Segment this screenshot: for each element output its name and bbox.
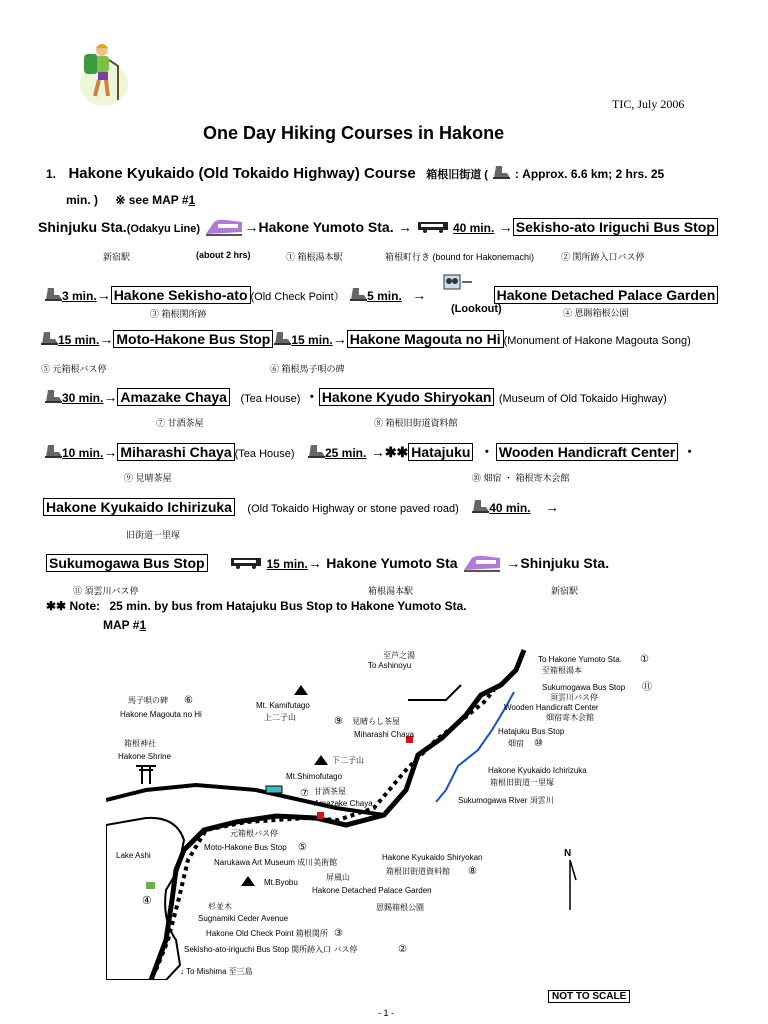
walk-time: 10 min.: [62, 446, 104, 460]
map-label: ⑤: [298, 842, 307, 853]
hatajuku: Hatajuku: [408, 443, 473, 461]
hiking-boot-icon: [40, 331, 58, 345]
map-label: Sugnamiki Ceder Avenue: [198, 914, 289, 923]
map-label: To Ashinoyu: [368, 661, 412, 670]
hiking-boot-icon: [44, 389, 62, 403]
moto-jp: ⑤ 元箱根バス停: [41, 364, 107, 374]
map-label: 屏風山: [326, 873, 350, 882]
map-label: Lake Ashi: [116, 851, 151, 860]
amazake-marker: [317, 812, 324, 819]
map-label: 箱根旧街道一里塚: [490, 778, 554, 787]
map-label: 下二子山: [332, 756, 364, 765]
map-label: Narukawa Art Museum 成川美術館: [214, 858, 338, 867]
hiking-map: [106, 640, 666, 980]
map-label: Sukumogawa River 須雲川: [458, 796, 554, 805]
hiking-boot-icon: [492, 165, 510, 179]
walk-time: 15 min.: [291, 333, 333, 347]
about-duration: (about 2 hrs): [196, 250, 251, 260]
map-label: 甘酒茶屋: [314, 787, 346, 796]
map-label: ⑩: [534, 738, 543, 749]
map-label: ④: [142, 895, 152, 907]
map-label: Sukumogawa Bus Stop: [542, 683, 626, 692]
map-label: Miharashi Chaya: [354, 730, 415, 739]
map-label: 至芦之湯: [383, 651, 415, 660]
old-check-point-note: (Old Check Point）: [250, 291, 345, 303]
hakone-detached-palace-garden: Hakone Detached Palace Garden: [494, 286, 719, 304]
map-label: ⑧: [468, 866, 477, 877]
shinjuku-station: Shinjuku Sta.: [38, 219, 127, 235]
course-number: 1.: [46, 167, 57, 181]
museum-note: (Museum of Old Tokaido Highway): [498, 393, 667, 405]
magouta-note: (Monument of Hakone Magouta Song): [503, 335, 691, 347]
route-row-1: Shinjuku Sta.(Odakyu Line) →Hakone Yumoto Sta. → 40 min. → Sekisho-ato Iriguchi Bus Stop: [38, 216, 718, 238]
sekisho-stop-jp: ② 関所跡入口バス停: [561, 252, 645, 262]
odakyu-line-note: (Odakyu Line): [126, 223, 201, 235]
hiker-illustration: [78, 40, 130, 106]
map-label: Hakone Kyukaido Ichirizuka: [488, 766, 587, 775]
map-label: 至箱根湯本: [542, 666, 582, 675]
hakone-sekisho-ato: Hakone Sekisho-ato: [111, 286, 251, 304]
bus-bound-note: 箱根町行き (bound for Hakonemachi): [385, 252, 535, 262]
walk-time: 3 min.: [62, 289, 97, 303]
bus-icon: [417, 221, 449, 233]
map-label: 恩賜箱根公園: [376, 903, 424, 912]
map-label: ⑨: [334, 716, 343, 727]
course-duration-line: [66, 193, 195, 207]
map-label: Hakone Kyukaido Shiryokan: [382, 853, 483, 862]
sekisho-iriguchi-bus-stop: Sekisho-ato Iriguchi Bus Stop: [513, 218, 718, 236]
map-reference: ※ see MAP #: [115, 193, 189, 207]
map-number: 1: [139, 618, 147, 632]
hiking-boot-icon: [273, 331, 291, 345]
walk-time: 40 min.: [489, 501, 531, 515]
note-stars: ✱✱: [46, 599, 67, 613]
map-label: 須雲川バス停: [550, 693, 598, 702]
romancecar-train-icon: [204, 216, 244, 238]
hiking-boot-icon: [307, 444, 325, 458]
mountain-icon: [241, 876, 255, 886]
romancecar-train-icon: [462, 552, 502, 574]
map-label: Mt.Shimofutago: [286, 772, 343, 781]
map-label: Hakone Shrine: [118, 752, 171, 761]
map-label: To Hakone Yumoto Sta.: [538, 655, 622, 664]
hakone-kyudo-shiryokan: Hakone Kyudo Shiryokan: [319, 388, 495, 406]
map-label: 畑宿寄木会館: [546, 713, 594, 722]
hiking-boot-icon: [44, 287, 62, 301]
mountain-icon: [314, 755, 328, 765]
sekisho-jp: ③ 箱根関所跡: [150, 309, 207, 319]
route-row-2: 3 min.→ Hakone Sekisho-ato (Old Check Point） 5 min. → Hakone Detached Palace Garden: [44, 274, 718, 305]
stone-road-note: (Old Tokaido Highway or stone paved road): [247, 503, 459, 515]
map-label: ⑦: [300, 788, 309, 799]
hakone-kyukaido-ichirizuka: Hakone Kyukaido Ichirizuka: [43, 498, 235, 516]
bus-duration: 15 min.: [266, 557, 308, 571]
shinjuku-jp-2: 新宿駅: [551, 586, 579, 596]
map-label: 箱根旧街道資料館: [386, 867, 450, 876]
lookout-binoculars-icon: [443, 274, 475, 296]
map-label: Mt. Kamifutago: [256, 701, 310, 710]
mountain-icon: [294, 685, 308, 695]
map-label: 上二子山: [264, 713, 296, 722]
route-row-7: Sukumogawa Bus Stop 15 min.→ Hakone Yumoto Sta →Shinjuku Sta.: [46, 552, 609, 574]
map-label: Hakone Detached Palace Garden: [312, 886, 432, 895]
course-details-cont: min. ): [66, 193, 98, 207]
yumoto-jp-2: 箱根湯本駅: [368, 586, 414, 596]
hiking-boot-icon: [471, 499, 489, 513]
map-label: 杉並木: [208, 902, 232, 911]
miharashi-chaya: Miharashi Chaya: [117, 443, 234, 461]
route-row-6: Hakone Kyukaido Ichirizuka (Old Tokaido Highway or stone paved road) 40 min. →: [43, 499, 559, 517]
walk-time: 30 min.: [62, 391, 104, 405]
note-text: 25 min. by bus from Hatajuku Bus Stop to Hakone Yumoto Sta.: [109, 599, 467, 613]
yumoto-jp: ① 箱根湯本駅: [286, 252, 343, 262]
sukumo-jp: ⑪ 須雲川バス停: [73, 586, 139, 596]
course-name: Hakone Kyukaido (Old Tokaido Highway) Course: [68, 165, 416, 182]
map-label: ⑥: [184, 695, 193, 706]
course-heading: [46, 165, 664, 183]
tea-house-note: (Tea House): [240, 393, 301, 405]
map-label: MAP #1: [103, 618, 147, 632]
amazake-chaya: Amazake Chaya: [117, 388, 230, 406]
map-label: ①: [640, 654, 649, 665]
sukumogawa-bus-stop: Sukumogawa Bus Stop: [46, 554, 208, 572]
map-label: Amazake Chaya: [314, 799, 373, 808]
map-label: ⑪: [642, 682, 652, 693]
tea-house-note: (Tea House): [234, 448, 295, 460]
map-label: 元箱根バス停: [230, 829, 278, 838]
map-label: 畑宿: [508, 739, 524, 748]
map-label: Hakone Magouta no Hi: [120, 710, 202, 719]
note-label: Note:: [69, 599, 101, 613]
bus-note: [46, 599, 467, 613]
course-details: : Approx. 6.6 km; 2 hrs. 25: [514, 167, 665, 181]
map-reference-number[interactable]: 1: [188, 193, 196, 207]
hakone-yumoto-sta: Hakone Yumoto Sta: [326, 555, 458, 571]
map-label: N: [564, 848, 572, 859]
map-label: Moto-Hakone Bus Stop: [204, 843, 287, 852]
route-row-4: 30 min.→ Amazake Chaya (Tea House) ・ Hakone Kyudo Shiryokan (Museum of Old Tokaido Highway): [44, 387, 667, 407]
north-arrow-icon: [570, 860, 576, 910]
map-label: ③: [334, 928, 343, 939]
garden-jp: ④ 恩賜箱根公園: [563, 308, 629, 318]
hakone-magouta-no-hi: Hakone Magouta no Hi: [347, 330, 504, 348]
map-label: Wooden Handicraft Center: [504, 703, 599, 712]
hakone-yumoto-station: Hakone Yumoto Sta.: [258, 219, 394, 235]
map-label: 馬子唄の碑: [128, 696, 168, 705]
page-title: One Day Hiking Courses in Hakone: [203, 123, 505, 143]
map-label: Mt.Byobu: [264, 878, 298, 887]
map-label: ②: [398, 944, 407, 955]
ichirizuka-jp: 旧街道一里塚: [126, 530, 181, 540]
route-row-3: 15 min.→ Moto-Hakone Bus Stop 15 min.→ Hakone Magouta no Hi (Monument of Hakone Magouta Song): [40, 331, 691, 349]
shinjuku-sta: Shinjuku Sta.: [520, 555, 610, 571]
hiking-boot-icon: [44, 444, 62, 458]
hiking-boot-icon: [349, 287, 367, 301]
course-name-jp: 箱根旧街道 (: [426, 169, 488, 181]
map-label: Sekisho-ato-iriguchi Bus Stop 関所跡入口 バス停: [184, 945, 358, 954]
lookout-label: (Lookout): [451, 303, 502, 315]
kyudo-jp: ⑧ 箱根旧街道資料館: [374, 418, 458, 428]
walk-time: 25 min.: [325, 446, 367, 460]
shrine-torii-icon: [136, 766, 156, 784]
wooden-handicraft-center: Wooden Handicraft Center: [496, 443, 678, 461]
miharashi-jp: ⑨ 見晴茶屋: [124, 473, 172, 483]
page-number: - 1 -: [378, 1008, 395, 1018]
map-label: Hakone Old Check Point 箱根関所: [206, 929, 328, 938]
document-date: TIC, July 2006: [612, 97, 685, 111]
bus-duration: 40 min.: [452, 221, 495, 235]
amazake-jp: ⑦ 甘酒茶屋: [156, 418, 204, 428]
not-to-scale-label: NOT TO SCALE: [548, 990, 630, 1003]
walk-time: 15 min.: [58, 333, 100, 347]
walk-time: 5 min.: [367, 289, 402, 303]
map-label: 箱根神社: [124, 739, 156, 748]
route-row-5: 10 min.→ Miharashi Chaya (Tea House) 25 min. →✱✱ Hatajuku ・ Wooden Handicraft Center ・: [44, 442, 697, 462]
map-label: 見晴らし茶屋: [352, 717, 400, 726]
hatajuku-jp: ⑩ 畑宿 ・ 箱根寄木会館: [472, 473, 570, 483]
bus-icon: [230, 557, 262, 569]
map-label: Hatajuku Bus Stop: [498, 727, 565, 736]
map-label: ↓ To Mishima 至三島: [180, 967, 253, 976]
magouta-jp: ⑥ 箱根馬子唄の碑: [270, 364, 345, 374]
moto-hakone-bus-stop: Moto-Hakone Bus Stop: [113, 330, 273, 348]
shinjuku-jp: 新宿駅: [103, 252, 131, 262]
